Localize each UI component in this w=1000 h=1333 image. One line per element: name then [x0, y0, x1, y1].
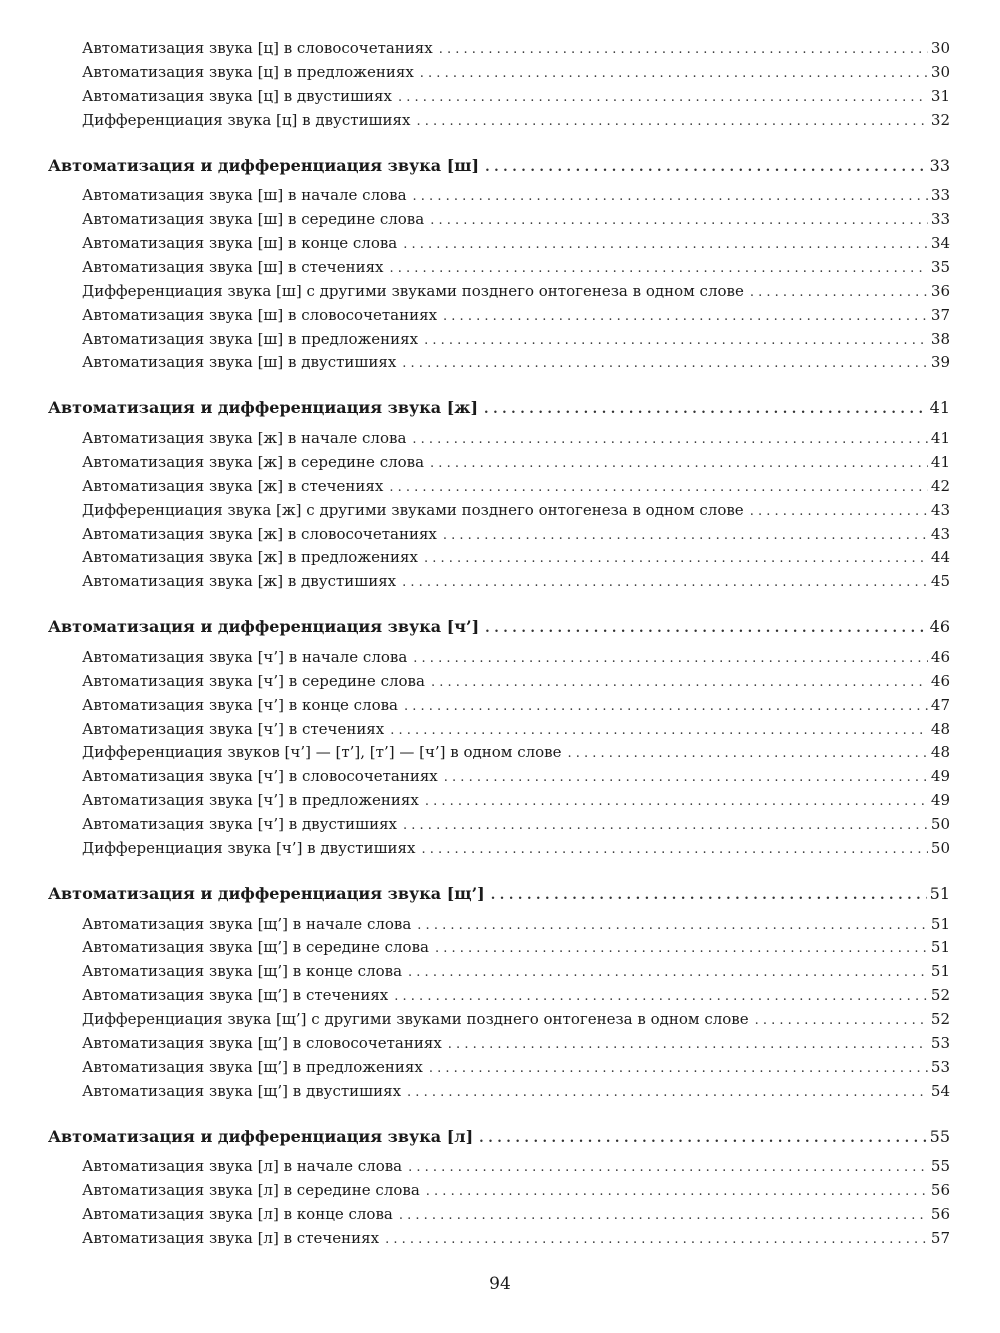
- toc-entry: [82, 1081, 950, 1103]
- toc-section-heading: [48, 617, 950, 639]
- toc-entry: [82, 86, 950, 108]
- toc-entry: [82, 647, 950, 669]
- toc-entry-title: Дифференциация звука [ц] в двустишиях: [82, 111, 411, 129]
- toc-entry-page: 41: [929, 398, 950, 417]
- toc-entry-page: 39: [930, 353, 950, 371]
- toc-entry-page: 48: [930, 720, 950, 738]
- toc-entry-title: Автоматизация звука [щ’] в начале слова: [82, 915, 412, 933]
- toc-entry-page: 38: [930, 330, 950, 348]
- dot-leader: [430, 454, 928, 474]
- dot-leader: [402, 354, 928, 374]
- toc-entry-page: 55: [929, 1127, 950, 1146]
- toc-entry: [82, 281, 950, 303]
- toc-entry: [82, 766, 950, 788]
- dot-leader: [394, 987, 928, 1007]
- toc-entry-title: Автоматизация звука [ж] в середине слова: [82, 453, 425, 471]
- toc-entry-title: Автоматизация и дифференциация звука [ч’]: [48, 617, 480, 636]
- toc-entry-page: 44: [930, 548, 950, 566]
- toc-entry-page: 30: [930, 63, 950, 81]
- toc-entry: [82, 452, 950, 474]
- toc-entry: [82, 1009, 950, 1031]
- toc-entry-page: 42: [930, 477, 950, 495]
- toc-entry: [82, 1204, 950, 1226]
- toc-entry: [82, 305, 950, 327]
- toc-entry-title: Автоматизация звука [ч’] в словосочетаниях: [82, 767, 438, 785]
- dot-leader: [750, 502, 928, 522]
- toc-entry-title: Автоматизация звука [щ’] в конце слова: [82, 962, 403, 980]
- toc-entry: [82, 1228, 950, 1250]
- toc-entry: [82, 695, 950, 717]
- dot-leader: [421, 840, 927, 860]
- dot-leader: [426, 1182, 928, 1202]
- dot-leader: [444, 768, 928, 788]
- toc-entry-title: Дифференциация звука [щ’] с другими звуками позднего онтогенеза в одном слове: [82, 1010, 749, 1028]
- toc-entry-page: 41: [930, 453, 950, 471]
- dot-leader: [413, 649, 928, 669]
- toc-entry: [82, 1156, 950, 1178]
- toc-entry-title: Автоматизация и дифференциация звука [ш]: [48, 156, 480, 175]
- toc-entry-page: 36: [930, 282, 950, 300]
- toc-entry: [82, 329, 950, 351]
- toc-entry-page: 51: [930, 938, 950, 956]
- dot-leader: [755, 1011, 928, 1031]
- toc-entry-title: Дифференциация звука [ч’] в двустишиях: [82, 839, 416, 857]
- toc-entry-page: 47: [930, 696, 950, 714]
- toc-entry-page: 53: [930, 1034, 950, 1052]
- toc-entry: [82, 428, 950, 450]
- toc-entry: [82, 233, 950, 255]
- toc-entry: [82, 209, 950, 231]
- dot-leader: [408, 963, 928, 983]
- toc-entry-title: Автоматизация звука [л] в начале слова: [82, 1157, 403, 1175]
- toc-entry: [82, 671, 950, 693]
- dot-leader: [485, 619, 927, 639]
- toc-entry: [82, 257, 950, 279]
- toc-entry-title: Автоматизация звука [ч’] в начале слова: [82, 648, 408, 666]
- dot-leader: [484, 400, 927, 420]
- toc-entry-title: Автоматизация звука [ш] в начале слова: [82, 186, 407, 204]
- toc-entry-page: 34: [930, 234, 950, 252]
- toc-entry-title: Автоматизация звука [ш] в середине слова: [82, 210, 425, 228]
- dot-leader: [429, 1059, 928, 1079]
- toc-entry-title: Автоматизация звука [щ’] в середине слова: [82, 938, 429, 956]
- dot-leader: [424, 549, 928, 569]
- dot-leader: [491, 886, 927, 906]
- toc-section-heading: [48, 156, 950, 178]
- toc-section-heading: [48, 398, 950, 420]
- toc-entry-page: 32: [930, 111, 950, 129]
- toc-entry-title: Автоматизация звука [ш] в стечениях: [82, 258, 384, 276]
- toc-section-heading: [48, 1127, 950, 1149]
- toc-entry-title: Автоматизация звука [ч’] в середине слова: [82, 672, 425, 690]
- toc-entry-title: Автоматизация звука [ц] в двустишиях: [82, 87, 392, 105]
- toc-entry-page: 43: [930, 501, 950, 519]
- toc-entry-title: Автоматизация звука [ш] в словосочетаниях: [82, 306, 438, 324]
- dot-leader: [404, 697, 928, 717]
- dot-leader: [385, 1230, 928, 1250]
- toc-entry: [82, 524, 950, 546]
- toc-entry-title: Автоматизация звука [ч’] в предложениях: [82, 791, 419, 809]
- toc-entry-page: 48: [930, 743, 950, 761]
- toc-entry-page: 33: [929, 156, 950, 175]
- toc-entry: [82, 62, 950, 84]
- toc-entry: [82, 185, 950, 207]
- toc-entry: [82, 547, 950, 569]
- toc-entry-title: Автоматизация и дифференциация звука [щ’]: [48, 884, 485, 903]
- toc-entry-title: Автоматизация звука [щ’] в двустишиях: [82, 1082, 402, 1100]
- toc-entry-title: Автоматизация звука [ш] в предложениях: [82, 330, 419, 348]
- dot-leader: [420, 64, 928, 84]
- toc-entry-page: 51: [930, 962, 950, 980]
- toc-entry-page: 57: [930, 1229, 950, 1247]
- dot-leader: [407, 1083, 928, 1103]
- toc-entry-page: 33: [930, 186, 950, 204]
- dot-leader: [435, 939, 928, 959]
- toc-entry-title: Дифференциация звуков [ч’] — [т’], [т’] — [ч’] в одном слове: [82, 743, 562, 761]
- toc-entry-title: Автоматизация звука [ц] в словосочетаниях: [82, 39, 433, 57]
- toc-entry-page: 51: [929, 884, 950, 903]
- toc-entry-title: Автоматизация звука [щ’] в словосочетаниях: [82, 1034, 442, 1052]
- toc-entry-page: 46: [929, 617, 950, 636]
- toc-entry-page: 30: [930, 39, 950, 57]
- dot-leader: [416, 112, 927, 132]
- toc-entry-title: Автоматизация звука [л] в стечениях: [82, 1229, 380, 1247]
- dot-leader: [408, 1158, 928, 1178]
- toc-entry: [82, 1180, 950, 1202]
- toc-entry: [82, 914, 950, 936]
- toc-entry: [82, 814, 950, 836]
- toc-entry-title: Автоматизация звука [ж] в стечениях: [82, 477, 384, 495]
- toc-entry-page: 43: [930, 525, 950, 543]
- dot-leader: [479, 1129, 927, 1149]
- toc-entry-page: 45: [930, 572, 950, 590]
- toc-entry: [82, 352, 950, 374]
- dot-leader: [567, 744, 927, 764]
- toc-entry: [82, 790, 950, 812]
- toc-entry-title: Автоматизация звука [ж] в словосочетаниях: [82, 525, 437, 543]
- toc-entry: [82, 110, 950, 132]
- toc-entry-title: Автоматизация звука [ш] в конце слова: [82, 234, 398, 252]
- dot-leader: [485, 158, 927, 178]
- toc-entry-title: Автоматизация и дифференциация звука [л]: [48, 1127, 474, 1146]
- toc-entry-title: Автоматизация звука [ч’] в конце слова: [82, 696, 398, 714]
- toc-entry: [82, 1033, 950, 1055]
- toc-entry-title: Автоматизация звука [ш] в двустишиях: [82, 353, 397, 371]
- toc-entry-page: 49: [930, 767, 950, 785]
- toc-entry-page: 52: [930, 1010, 950, 1028]
- toc-entry: [82, 1057, 950, 1079]
- toc-entry-page: 49: [930, 791, 950, 809]
- dot-leader: [443, 526, 928, 546]
- toc-section-heading: [48, 884, 950, 906]
- dot-leader: [431, 673, 928, 693]
- toc-entry-page: 46: [930, 672, 950, 690]
- toc-entry-title: Дифференциация звука [ш] с другими звуками позднего онтогенеза в одном слове: [82, 282, 744, 300]
- toc-entry-title: Автоматизация звука [ц] в предложениях: [82, 63, 414, 81]
- toc-entry-title: Автоматизация звука [щ’] в предложениях: [82, 1058, 423, 1076]
- dot-leader: [399, 1206, 928, 1226]
- toc-entry-title: Автоматизация звука [л] в конце слова: [82, 1205, 393, 1223]
- dot-leader: [424, 331, 928, 351]
- toc-entry-page: 37: [930, 306, 950, 324]
- toc-entry-title: Автоматизация звука [ж] в двустишиях: [82, 572, 397, 590]
- toc-entry: [82, 571, 950, 593]
- toc-entry: [82, 961, 950, 983]
- toc-entry-page: 31: [930, 87, 950, 105]
- toc-entry: [82, 719, 950, 741]
- toc-entry-page: 33: [930, 210, 950, 228]
- dot-leader: [389, 478, 928, 498]
- toc-entry: [82, 476, 950, 498]
- dot-leader: [417, 916, 928, 936]
- toc-entry-page: 54: [930, 1082, 950, 1100]
- dot-leader: [403, 816, 928, 836]
- dot-leader: [402, 573, 928, 593]
- toc-entry-page: 50: [930, 815, 950, 833]
- toc-entry-page: 50: [930, 839, 950, 857]
- dot-leader: [390, 259, 928, 279]
- toc-entry: [82, 500, 950, 522]
- toc-entry-page: 46: [930, 648, 950, 666]
- toc-entry-title: Автоматизация звука [ч’] в стечениях: [82, 720, 385, 738]
- toc-entry-title: Автоматизация звука [щ’] в стечениях: [82, 986, 389, 1004]
- toc-entry-title: Автоматизация и дифференциация звука [ж]: [48, 398, 479, 417]
- dot-leader: [443, 307, 928, 327]
- dot-leader: [439, 40, 928, 60]
- toc-entry: [82, 742, 950, 764]
- page-number: 94: [489, 1274, 511, 1294]
- toc-entry-title: Автоматизация звука [л] в середине слова: [82, 1181, 420, 1199]
- dot-leader: [425, 792, 928, 812]
- toc-entry-page: 56: [930, 1205, 950, 1223]
- toc-entry-page: 35: [930, 258, 950, 276]
- toc-entry-page: 56: [930, 1181, 950, 1199]
- toc-entry-page: 41: [930, 429, 950, 447]
- toc-entry-page: 52: [930, 986, 950, 1004]
- dot-leader: [390, 721, 928, 741]
- toc-entry: [82, 985, 950, 1007]
- toc-entry-title: Автоматизация звука [ж] в предложениях: [82, 548, 418, 566]
- toc-entry: [82, 838, 950, 860]
- dot-leader: [403, 235, 928, 255]
- toc-entry-title: Дифференциация звука [ж] с другими звуками позднего онтогенеза в одном слове: [82, 501, 744, 519]
- toc-entry-title: Автоматизация звука [ч’] в двустишиях: [82, 815, 398, 833]
- toc-entry-page: 53: [930, 1058, 950, 1076]
- toc-entry: [82, 38, 950, 60]
- dot-leader: [448, 1035, 928, 1055]
- dot-leader: [413, 187, 928, 207]
- dot-leader: [430, 211, 928, 231]
- toc-entry-page: 51: [930, 915, 950, 933]
- toc-entry-page: 55: [930, 1157, 950, 1175]
- toc-entry-title: Автоматизация звука [ж] в начале слова: [82, 429, 407, 447]
- toc-entry: [82, 937, 950, 959]
- dot-leader: [398, 88, 928, 108]
- dot-leader: [750, 283, 928, 303]
- dot-leader: [412, 430, 928, 450]
